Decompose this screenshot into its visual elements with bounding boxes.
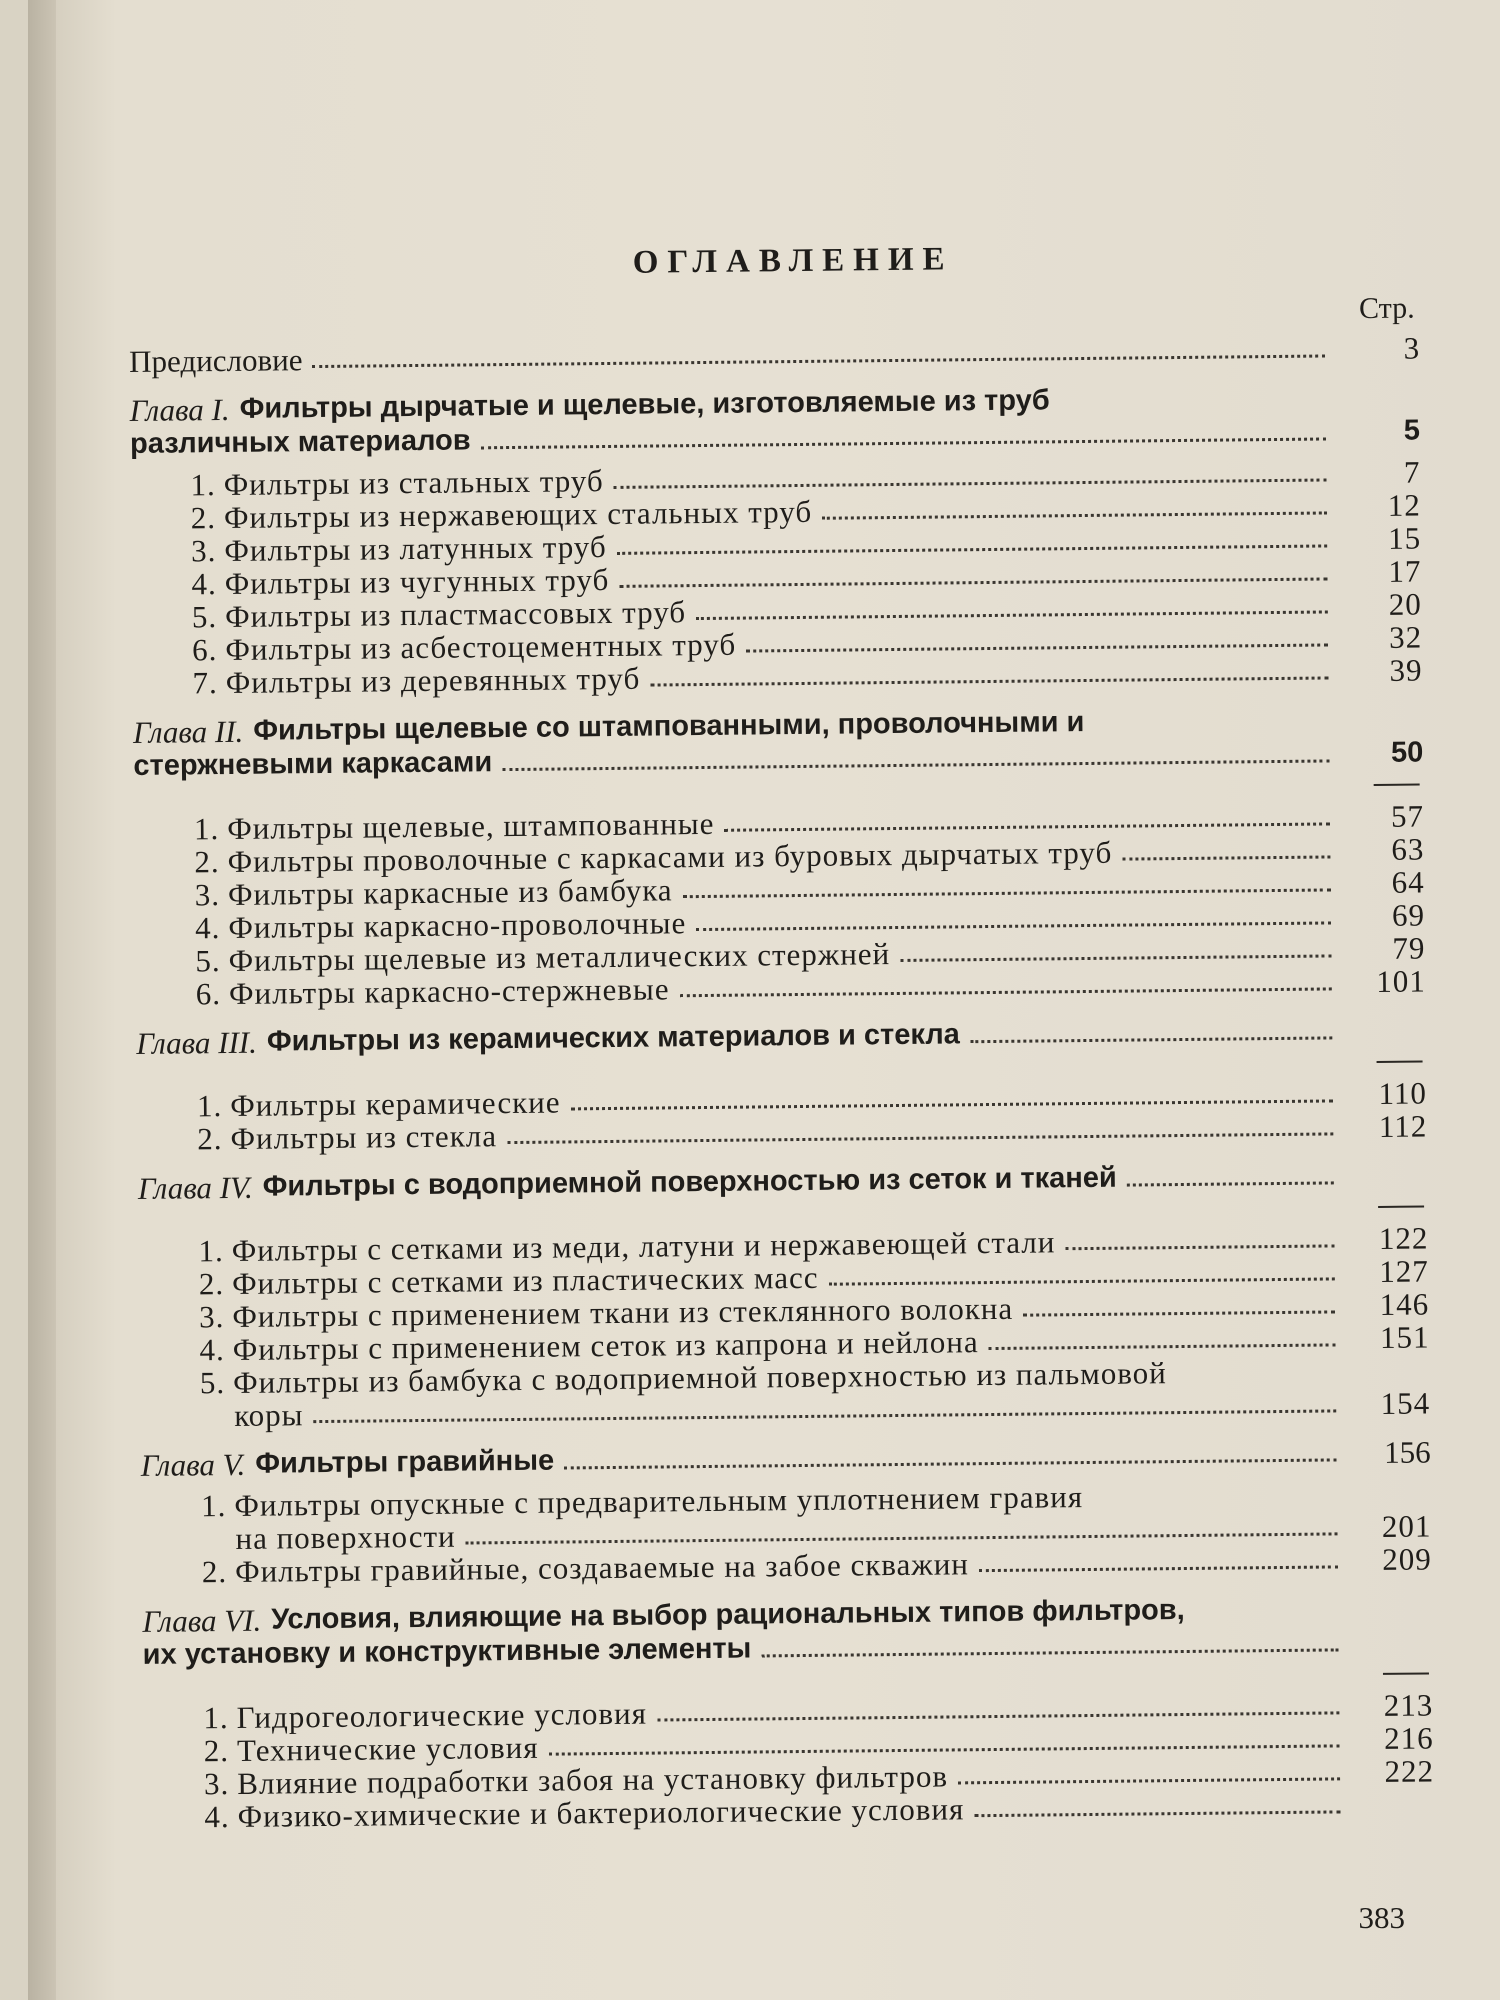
item-title: Фильтры каркасно-стержневые bbox=[228, 971, 670, 1011]
item-title: Фильтры щелевые из металлических стержней bbox=[228, 936, 891, 978]
page-ref bbox=[1355, 1820, 1435, 1821]
item-title: Фильтры с сетками из меди, латуни и нержавеющей стали bbox=[231, 1224, 1056, 1268]
dot-leader bbox=[696, 921, 1331, 931]
dot-leader bbox=[507, 1132, 1333, 1144]
item-title: Влияние подработки забоя на установку фильтров bbox=[237, 1758, 949, 1801]
page-ref: 154 bbox=[1380, 1385, 1431, 1421]
page-ref: 222 bbox=[1384, 1753, 1435, 1789]
chapter-title-cont: различных материалов bbox=[129, 424, 471, 460]
page-number: 383 bbox=[1358, 1900, 1405, 1935]
item-title: Фильтры из нержавеющих стальных труб bbox=[223, 493, 813, 536]
page-ref: 57 bbox=[1390, 798, 1425, 834]
page-ref: 112 bbox=[1378, 1108, 1428, 1144]
page-ref: 15 bbox=[1387, 520, 1422, 556]
preface-title: Предисловие bbox=[128, 342, 303, 379]
chapter-title: Фильтры щелевые со штампованными, проволочными и bbox=[253, 706, 1085, 747]
item-title: Фильтры каркасно-проволочные bbox=[228, 905, 687, 945]
chapter-list bbox=[130, 380, 1435, 1833]
dot-leader bbox=[657, 1711, 1339, 1721]
item-title: Фильтры из деревянных труб bbox=[225, 660, 641, 700]
item-number: 3. bbox=[194, 877, 221, 913]
page-ref: 156 bbox=[1383, 1434, 1431, 1470]
item-title: Фильтры из пластмассовых труб bbox=[224, 594, 687, 635]
chapter-label: Глава III. bbox=[136, 1024, 258, 1061]
item-number: 4. bbox=[204, 1799, 230, 1835]
item-title: Фильтры из стальных труб bbox=[223, 463, 604, 503]
dot-leader bbox=[1122, 855, 1330, 860]
item-number: 2. bbox=[197, 1121, 223, 1157]
item-number: 1. bbox=[200, 1488, 227, 1524]
page-title: ОГЛАВЛЕНИЕ bbox=[632, 241, 954, 281]
page-ref: 39 bbox=[1389, 652, 1423, 688]
dot-leader bbox=[724, 822, 1330, 831]
item-title: Фильтры каркасные из бамбука bbox=[227, 872, 673, 912]
item-title: Фильтры проволочные с каркасами из буровых дырчатых труб bbox=[227, 834, 1113, 879]
dot-leader bbox=[1023, 1310, 1335, 1316]
item-number: 1. bbox=[190, 467, 216, 503]
item-number: 3. bbox=[190, 533, 217, 569]
dot-leader bbox=[979, 1565, 1338, 1572]
item-title: Физико-химические и бактериологические условия bbox=[237, 1791, 965, 1834]
dot-leader bbox=[970, 1036, 1332, 1043]
item-number: 4. bbox=[199, 1332, 225, 1368]
chapter-title-cont: стержневыми каркасами bbox=[133, 746, 493, 782]
item-number: 5. bbox=[199, 1365, 226, 1401]
item-number: 3. bbox=[198, 1299, 225, 1335]
item-number: 1. bbox=[198, 1233, 224, 1269]
item-title: Фильтры из бамбука с водоприемной поверхностью из пальмовой bbox=[232, 1355, 1167, 1400]
item-title: Фильтры опускные с предварительным уплотнением гравия bbox=[234, 1479, 1084, 1523]
chapter-label: Глава IV. bbox=[137, 1169, 253, 1206]
item-number: 3. bbox=[203, 1766, 230, 1802]
chapter-section bbox=[136, 1013, 1427, 1156]
page-ref: 213 bbox=[1383, 1687, 1434, 1723]
item-title: Фильтры с сетками из пластических масс bbox=[231, 1259, 819, 1301]
dash-mark bbox=[1374, 784, 1420, 786]
item-number: 2. bbox=[203, 1733, 230, 1769]
page-column-label: Стр. bbox=[1358, 291, 1415, 326]
page-ref: 151 bbox=[1379, 1319, 1430, 1355]
dot-leader bbox=[617, 544, 1327, 554]
page-ref: 69 bbox=[1391, 897, 1426, 933]
dot-leader bbox=[761, 1648, 1338, 1657]
dot-leader bbox=[829, 1277, 1335, 1285]
dot-leader bbox=[314, 1409, 1337, 1423]
page-ref: 122 bbox=[1378, 1220, 1429, 1256]
dot-leader bbox=[989, 1343, 1336, 1350]
page-ref: 64 bbox=[1391, 864, 1425, 900]
item-title: Фильтры из чугунных труб bbox=[224, 561, 610, 602]
item-number: 1. bbox=[196, 1088, 223, 1124]
item-number: 4. bbox=[194, 910, 221, 946]
item-number: 5. bbox=[195, 943, 221, 979]
chapter-section bbox=[141, 1435, 1432, 1589]
item-title: Фильтры с применением сеток из капрона и нейлона bbox=[232, 1324, 979, 1367]
chapter-section bbox=[133, 702, 1426, 1010]
item-title: Гидрогеологические условия bbox=[236, 1695, 648, 1735]
page-ref: 209 bbox=[1382, 1541, 1432, 1577]
dot-leader bbox=[746, 643, 1328, 652]
dot-leader bbox=[822, 511, 1327, 519]
page-ref: 216 bbox=[1383, 1720, 1434, 1756]
table-of-contents bbox=[128, 236, 1435, 1833]
chapter-section bbox=[130, 380, 1423, 699]
page-ref: 17 bbox=[1388, 553, 1422, 589]
page-ref: 63 bbox=[1391, 831, 1425, 867]
dot-leader bbox=[958, 1777, 1340, 1784]
page-ref: 5 bbox=[1403, 414, 1421, 447]
item-number: 4. bbox=[191, 566, 217, 602]
page-ref: 12 bbox=[1387, 487, 1421, 523]
item-number: 2. bbox=[201, 1554, 228, 1590]
chapter-title: Фильтры гравийные bbox=[255, 1444, 555, 1480]
page-ref: 101 bbox=[1376, 963, 1426, 999]
book-page bbox=[28, 0, 1500, 2000]
item-number: 1. bbox=[193, 811, 220, 847]
chapter-label: Глава VI. bbox=[142, 1602, 262, 1639]
item-number: 2. bbox=[194, 844, 220, 880]
dot-leader bbox=[481, 437, 1326, 449]
chapter-section bbox=[142, 1591, 1434, 1833]
chapter-label: Глава V. bbox=[140, 1446, 246, 1483]
page-ref: 79 bbox=[1392, 930, 1426, 966]
item-title: Фильтры гравийные, создаваемые на забое скважин bbox=[234, 1546, 970, 1589]
page-ref: 127 bbox=[1379, 1253, 1429, 1289]
item-title: Фильтры из латунных труб bbox=[224, 529, 607, 569]
dot-leader bbox=[680, 987, 1332, 997]
item-number: 6. bbox=[195, 976, 222, 1012]
item-number: 1. bbox=[203, 1700, 229, 1736]
dash-mark bbox=[1378, 1205, 1424, 1207]
chapter-title: Фильтры дырчатые и щелевые, изготовляемые из труб bbox=[239, 384, 1050, 425]
item-number: 6. bbox=[192, 632, 218, 668]
dot-leader bbox=[571, 1099, 1333, 1110]
item-number: 7. bbox=[192, 665, 218, 701]
item-title: Фильтры щелевые, штампованные bbox=[227, 805, 715, 846]
item-title-cont: на поверхности bbox=[235, 1518, 456, 1556]
dot-leader bbox=[1127, 1181, 1334, 1186]
dot-leader bbox=[974, 1810, 1340, 1817]
chapter-section bbox=[138, 1158, 1431, 1432]
book-binding bbox=[28, 0, 56, 2000]
dot-leader bbox=[549, 1744, 1340, 1755]
toc-entry-preface bbox=[129, 331, 1419, 378]
item-number: 5. bbox=[191, 599, 218, 635]
dot-leader bbox=[650, 676, 1328, 686]
item-number: 2. bbox=[190, 500, 217, 536]
dash-mark bbox=[1377, 1060, 1423, 1062]
chapter-label: Глава II. bbox=[132, 713, 244, 750]
dot-leader bbox=[564, 1458, 1337, 1469]
dot-leader bbox=[313, 354, 1326, 368]
page-ref: 146 bbox=[1379, 1286, 1430, 1322]
page-ref: 7 bbox=[1403, 454, 1421, 490]
page-ref: 50 bbox=[1390, 736, 1424, 769]
dot-leader bbox=[466, 1532, 1338, 1544]
page-ref: 3 bbox=[1403, 330, 1420, 366]
item-title: Технические условия bbox=[236, 1729, 539, 1768]
chapter-title: Фильтры из керамических материалов и стекла bbox=[266, 1018, 960, 1058]
dot-leader bbox=[696, 610, 1328, 620]
dot-leader bbox=[900, 954, 1331, 962]
item-title: Фильтры с применением ткани из стеклянного волокна bbox=[232, 1290, 1014, 1334]
item-title: Фильтры из стекла bbox=[230, 1118, 498, 1156]
dot-leader bbox=[614, 478, 1327, 488]
dot-leader bbox=[1065, 1244, 1334, 1250]
dot-leader bbox=[683, 888, 1331, 898]
item-title: Фильтры керамические bbox=[230, 1084, 561, 1123]
dash-mark bbox=[1383, 1672, 1429, 1674]
page-ref: 201 bbox=[1381, 1508, 1432, 1544]
item-number: 2. bbox=[198, 1266, 225, 1302]
dot-leader bbox=[502, 759, 1329, 771]
chapter-title: Фильтры с водоприемной поверхностью из сеток и тканей bbox=[262, 1161, 1117, 1203]
item-title-cont: коры bbox=[234, 1397, 304, 1433]
chapter-label: Глава I. bbox=[129, 391, 230, 428]
page-ref: 20 bbox=[1388, 586, 1422, 622]
page-ref: 110 bbox=[1378, 1075, 1428, 1111]
item-title: Фильтры из асбестоцементных труб bbox=[225, 626, 737, 668]
dot-leader bbox=[619, 577, 1327, 587]
chapter-title: Условия, влияющие на выбор рациональных типов фильтров, bbox=[271, 1594, 1185, 1636]
chapter-title-cont: их установку и конструктивные элементы bbox=[142, 1632, 752, 1671]
page-ref: 32 bbox=[1388, 619, 1423, 655]
